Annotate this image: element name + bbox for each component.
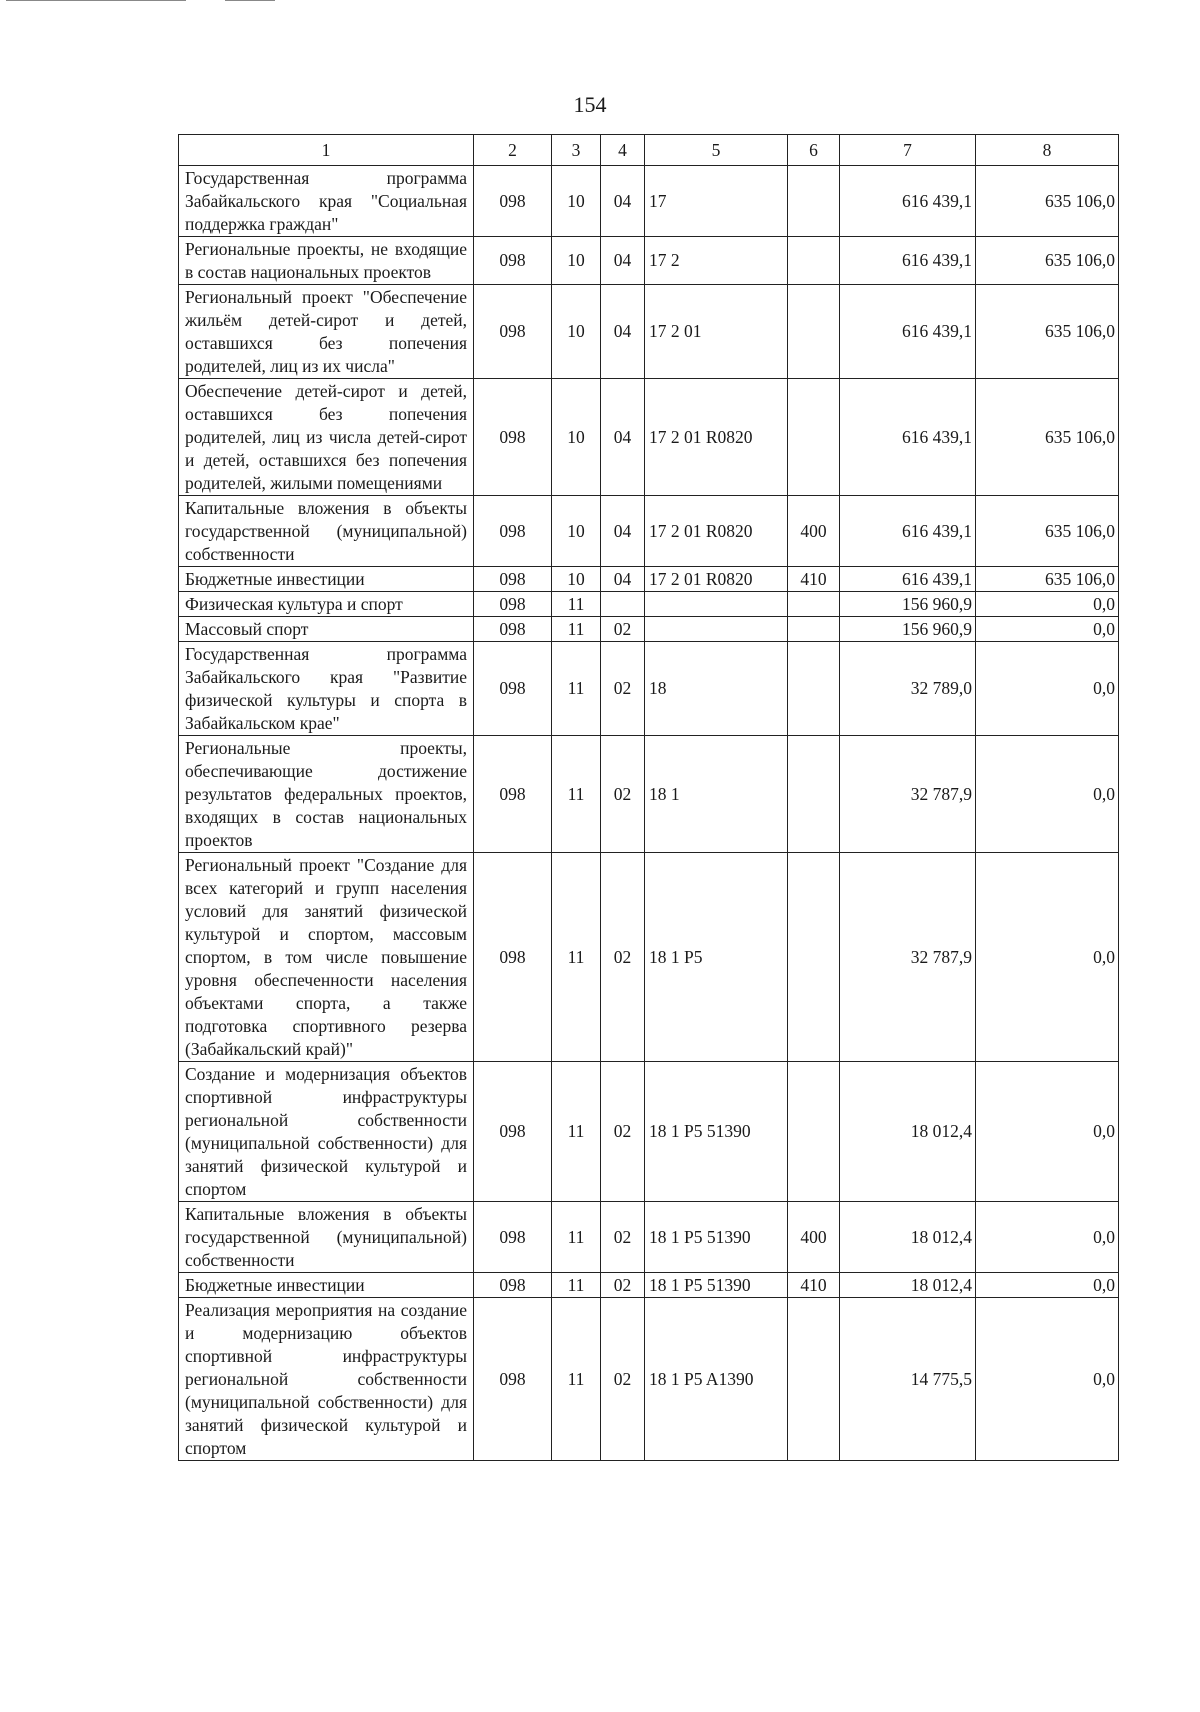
row-expense-type: 410 bbox=[788, 1273, 840, 1298]
page-number: 154 bbox=[573, 92, 607, 117]
row-section-code: 11 bbox=[552, 1298, 601, 1461]
budget-table bbox=[178, 134, 1119, 1461]
row-subsection-code: 02 bbox=[601, 1273, 645, 1298]
row-section-code: 10 bbox=[552, 567, 601, 592]
table-row bbox=[179, 736, 1119, 853]
row-name: Массовый спорт bbox=[179, 617, 474, 642]
row-ved-code: 098 bbox=[474, 642, 552, 736]
table-row bbox=[179, 853, 1119, 1062]
row-target-article: 18 1 P5 A1390 bbox=[645, 1298, 788, 1461]
row-ved-code: 098 bbox=[474, 1062, 552, 1202]
row-amount-year1: 616 439,1 bbox=[840, 166, 976, 237]
row-name: Региональный проект "Обеспечение жильём детей-сирот и детей, оставшихся без попечения родителей, лиц из их числа" bbox=[179, 285, 474, 379]
column-header: 3 bbox=[552, 135, 601, 166]
row-expense-type: 400 bbox=[788, 496, 840, 567]
row-name: Региональный проект "Создание для всех категорий и групп населения условий для занятий физической культурой и спортом, массовым спортом, в том числе повышение уровня обеспеченности населения объектами спорта, а также подготовка спортивного резерва (Забайкальский край)" bbox=[179, 853, 474, 1062]
row-section-code: 11 bbox=[552, 1202, 601, 1273]
row-expense-type bbox=[788, 592, 840, 617]
row-amount-year2: 0,0 bbox=[976, 642, 1119, 736]
row-expense-type: 400 bbox=[788, 1202, 840, 1273]
row-amount-year2: 0,0 bbox=[976, 617, 1119, 642]
row-expense-type bbox=[788, 642, 840, 736]
row-section-code: 10 bbox=[552, 285, 601, 379]
row-ved-code: 098 bbox=[474, 853, 552, 1062]
scan-artifact bbox=[6, 0, 186, 1]
row-target-article: 18 1 P5 51390 bbox=[645, 1062, 788, 1202]
row-expense-type bbox=[788, 617, 840, 642]
row-ved-code: 098 bbox=[474, 617, 552, 642]
row-subsection-code: 04 bbox=[601, 496, 645, 567]
row-amount-year2: 635 106,0 bbox=[976, 379, 1119, 496]
row-ved-code: 098 bbox=[474, 285, 552, 379]
row-ved-code: 098 bbox=[474, 237, 552, 285]
row-ved-code: 098 bbox=[474, 1273, 552, 1298]
row-target-article bbox=[645, 592, 788, 617]
row-expense-type bbox=[788, 379, 840, 496]
row-amount-year1: 616 439,1 bbox=[840, 285, 976, 379]
row-name: Реализация мероприятия на создание и модернизацию объектов спортивной инфраструктуры региональной собственности (муниципальной собственности) для занятий физической культурой и спортом bbox=[179, 1298, 474, 1461]
table-row bbox=[179, 642, 1119, 736]
table-row bbox=[179, 496, 1119, 567]
row-subsection-code: 02 bbox=[601, 736, 645, 853]
row-ved-code: 098 bbox=[474, 1298, 552, 1461]
row-amount-year2: 635 106,0 bbox=[976, 496, 1119, 567]
row-amount-year2: 0,0 bbox=[976, 1062, 1119, 1202]
row-name: Региональные проекты, обеспечивающие достижение результатов федеральных проектов, входящих в состав национальных проектов bbox=[179, 736, 474, 853]
row-subsection-code: 02 bbox=[601, 1202, 645, 1273]
row-amount-year2: 635 106,0 bbox=[976, 166, 1119, 237]
row-amount-year2: 0,0 bbox=[976, 853, 1119, 1062]
row-target-article: 17 2 01 R0820 bbox=[645, 567, 788, 592]
row-subsection-code: 02 bbox=[601, 642, 645, 736]
row-expense-type bbox=[788, 237, 840, 285]
row-ved-code: 098 bbox=[474, 736, 552, 853]
row-amount-year1: 32 787,9 bbox=[840, 736, 976, 853]
row-amount-year1: 32 787,9 bbox=[840, 853, 976, 1062]
row-amount-year2: 635 106,0 bbox=[976, 285, 1119, 379]
column-header: 1 bbox=[179, 135, 474, 166]
column-header: 6 bbox=[788, 135, 840, 166]
row-expense-type bbox=[788, 166, 840, 237]
row-ved-code: 098 bbox=[474, 1202, 552, 1273]
row-target-article: 17 2 01 R0820 bbox=[645, 379, 788, 496]
row-ved-code: 098 bbox=[474, 496, 552, 567]
table-row bbox=[179, 592, 1119, 617]
row-amount-year1: 616 439,1 bbox=[840, 237, 976, 285]
scan-artifact bbox=[225, 0, 275, 1]
table-body bbox=[179, 166, 1119, 1461]
row-target-article bbox=[645, 617, 788, 642]
table-row bbox=[179, 285, 1119, 379]
row-amount-year2: 0,0 bbox=[976, 736, 1119, 853]
row-section-code: 11 bbox=[552, 853, 601, 1062]
row-amount-year1: 14 775,5 bbox=[840, 1298, 976, 1461]
row-section-code: 10 bbox=[552, 379, 601, 496]
table-row bbox=[179, 1273, 1119, 1298]
row-amount-year2: 0,0 bbox=[976, 1298, 1119, 1461]
table-row bbox=[179, 379, 1119, 496]
row-subsection-code: 02 bbox=[601, 853, 645, 1062]
row-section-code: 10 bbox=[552, 166, 601, 237]
row-expense-type bbox=[788, 1298, 840, 1461]
row-expense-type bbox=[788, 736, 840, 853]
row-expense-type bbox=[788, 1062, 840, 1202]
row-ved-code: 098 bbox=[474, 379, 552, 496]
row-amount-year2: 0,0 bbox=[976, 1273, 1119, 1298]
table-row bbox=[179, 166, 1119, 237]
table-row bbox=[179, 1202, 1119, 1273]
row-section-code: 11 bbox=[552, 1062, 601, 1202]
row-name: Бюджетные инвестиции bbox=[179, 567, 474, 592]
row-target-article: 17 2 01 R0820 bbox=[645, 496, 788, 567]
column-header: 7 bbox=[840, 135, 976, 166]
row-section-code: 10 bbox=[552, 237, 601, 285]
row-subsection-code: 02 bbox=[601, 1062, 645, 1202]
row-amount-year1: 156 960,9 bbox=[840, 617, 976, 642]
column-header: 8 bbox=[976, 135, 1119, 166]
row-name: Капитальные вложения в объекты государственной (муниципальной) собственности bbox=[179, 1202, 474, 1273]
row-section-code: 11 bbox=[552, 592, 601, 617]
row-amount-year1: 616 439,1 bbox=[840, 567, 976, 592]
row-subsection-code: 04 bbox=[601, 285, 645, 379]
row-target-article: 18 1 P5 bbox=[645, 853, 788, 1062]
table-row bbox=[179, 617, 1119, 642]
row-section-code: 11 bbox=[552, 617, 601, 642]
row-amount-year1: 18 012,4 bbox=[840, 1202, 976, 1273]
column-header: 2 bbox=[474, 135, 552, 166]
row-name: Обеспечение детей-сирот и детей, оставшихся без попечения родителей, лиц из числа детей-сирот и детей, оставшихся без попечения родителей, жилыми помещениями bbox=[179, 379, 474, 496]
row-section-code: 11 bbox=[552, 642, 601, 736]
row-ved-code: 098 bbox=[474, 166, 552, 237]
row-target-article: 18 bbox=[645, 642, 788, 736]
row-name: Региональные проекты, не входящие в состав национальных проектов bbox=[179, 237, 474, 285]
row-amount-year1: 156 960,9 bbox=[840, 592, 976, 617]
row-ved-code: 098 bbox=[474, 567, 552, 592]
row-subsection-code: 02 bbox=[601, 617, 645, 642]
column-header: 4 bbox=[601, 135, 645, 166]
row-section-code: 11 bbox=[552, 1273, 601, 1298]
row-expense-type: 410 bbox=[788, 567, 840, 592]
row-section-code: 11 bbox=[552, 736, 601, 853]
row-target-article: 18 1 bbox=[645, 736, 788, 853]
row-target-article: 18 1 P5 51390 bbox=[645, 1273, 788, 1298]
row-section-code: 10 bbox=[552, 496, 601, 567]
row-amount-year1: 616 439,1 bbox=[840, 496, 976, 567]
row-target-article: 18 1 P5 51390 bbox=[645, 1202, 788, 1273]
row-amount-year2: 0,0 bbox=[976, 1202, 1119, 1273]
table-row bbox=[179, 237, 1119, 285]
row-amount-year2: 635 106,0 bbox=[976, 567, 1119, 592]
table-row bbox=[179, 1298, 1119, 1461]
row-subsection-code: 04 bbox=[601, 379, 645, 496]
row-amount-year2: 0,0 bbox=[976, 592, 1119, 617]
table-row bbox=[179, 1062, 1119, 1202]
row-expense-type bbox=[788, 285, 840, 379]
row-target-article: 17 2 bbox=[645, 237, 788, 285]
row-subsection-code: 04 bbox=[601, 567, 645, 592]
table-header-row bbox=[179, 135, 1119, 166]
row-amount-year1: 18 012,4 bbox=[840, 1273, 976, 1298]
row-subsection-code: 04 bbox=[601, 166, 645, 237]
row-amount-year1: 32 789,0 bbox=[840, 642, 976, 736]
row-ved-code: 098 bbox=[474, 592, 552, 617]
row-name: Бюджетные инвестиции bbox=[179, 1273, 474, 1298]
row-name: Физическая культура и спорт bbox=[179, 592, 474, 617]
row-target-article: 17 2 01 bbox=[645, 285, 788, 379]
row-subsection-code: 04 bbox=[601, 237, 645, 285]
row-name: Капитальные вложения в объекты государственной (муниципальной) собственности bbox=[179, 496, 474, 567]
column-header: 5 bbox=[645, 135, 788, 166]
table-row bbox=[179, 567, 1119, 592]
row-amount-year1: 616 439,1 bbox=[840, 379, 976, 496]
row-amount-year1: 18 012,4 bbox=[840, 1062, 976, 1202]
row-target-article: 17 bbox=[645, 166, 788, 237]
row-name: Государственная программа Забайкальского края "Социальная поддержка граждан" bbox=[179, 166, 474, 237]
row-subsection-code: 02 bbox=[601, 1298, 645, 1461]
row-name: Создание и модернизация объектов спортивной инфраструктуры региональной собственности (муниципальной собственности) для занятий физической культурой и спортом bbox=[179, 1062, 474, 1202]
row-subsection-code bbox=[601, 592, 645, 617]
row-expense-type bbox=[788, 853, 840, 1062]
row-amount-year2: 635 106,0 bbox=[976, 237, 1119, 285]
row-name: Государственная программа Забайкальского края "Развитие физической культуры и спорта в Забайкальском крае" bbox=[179, 642, 474, 736]
